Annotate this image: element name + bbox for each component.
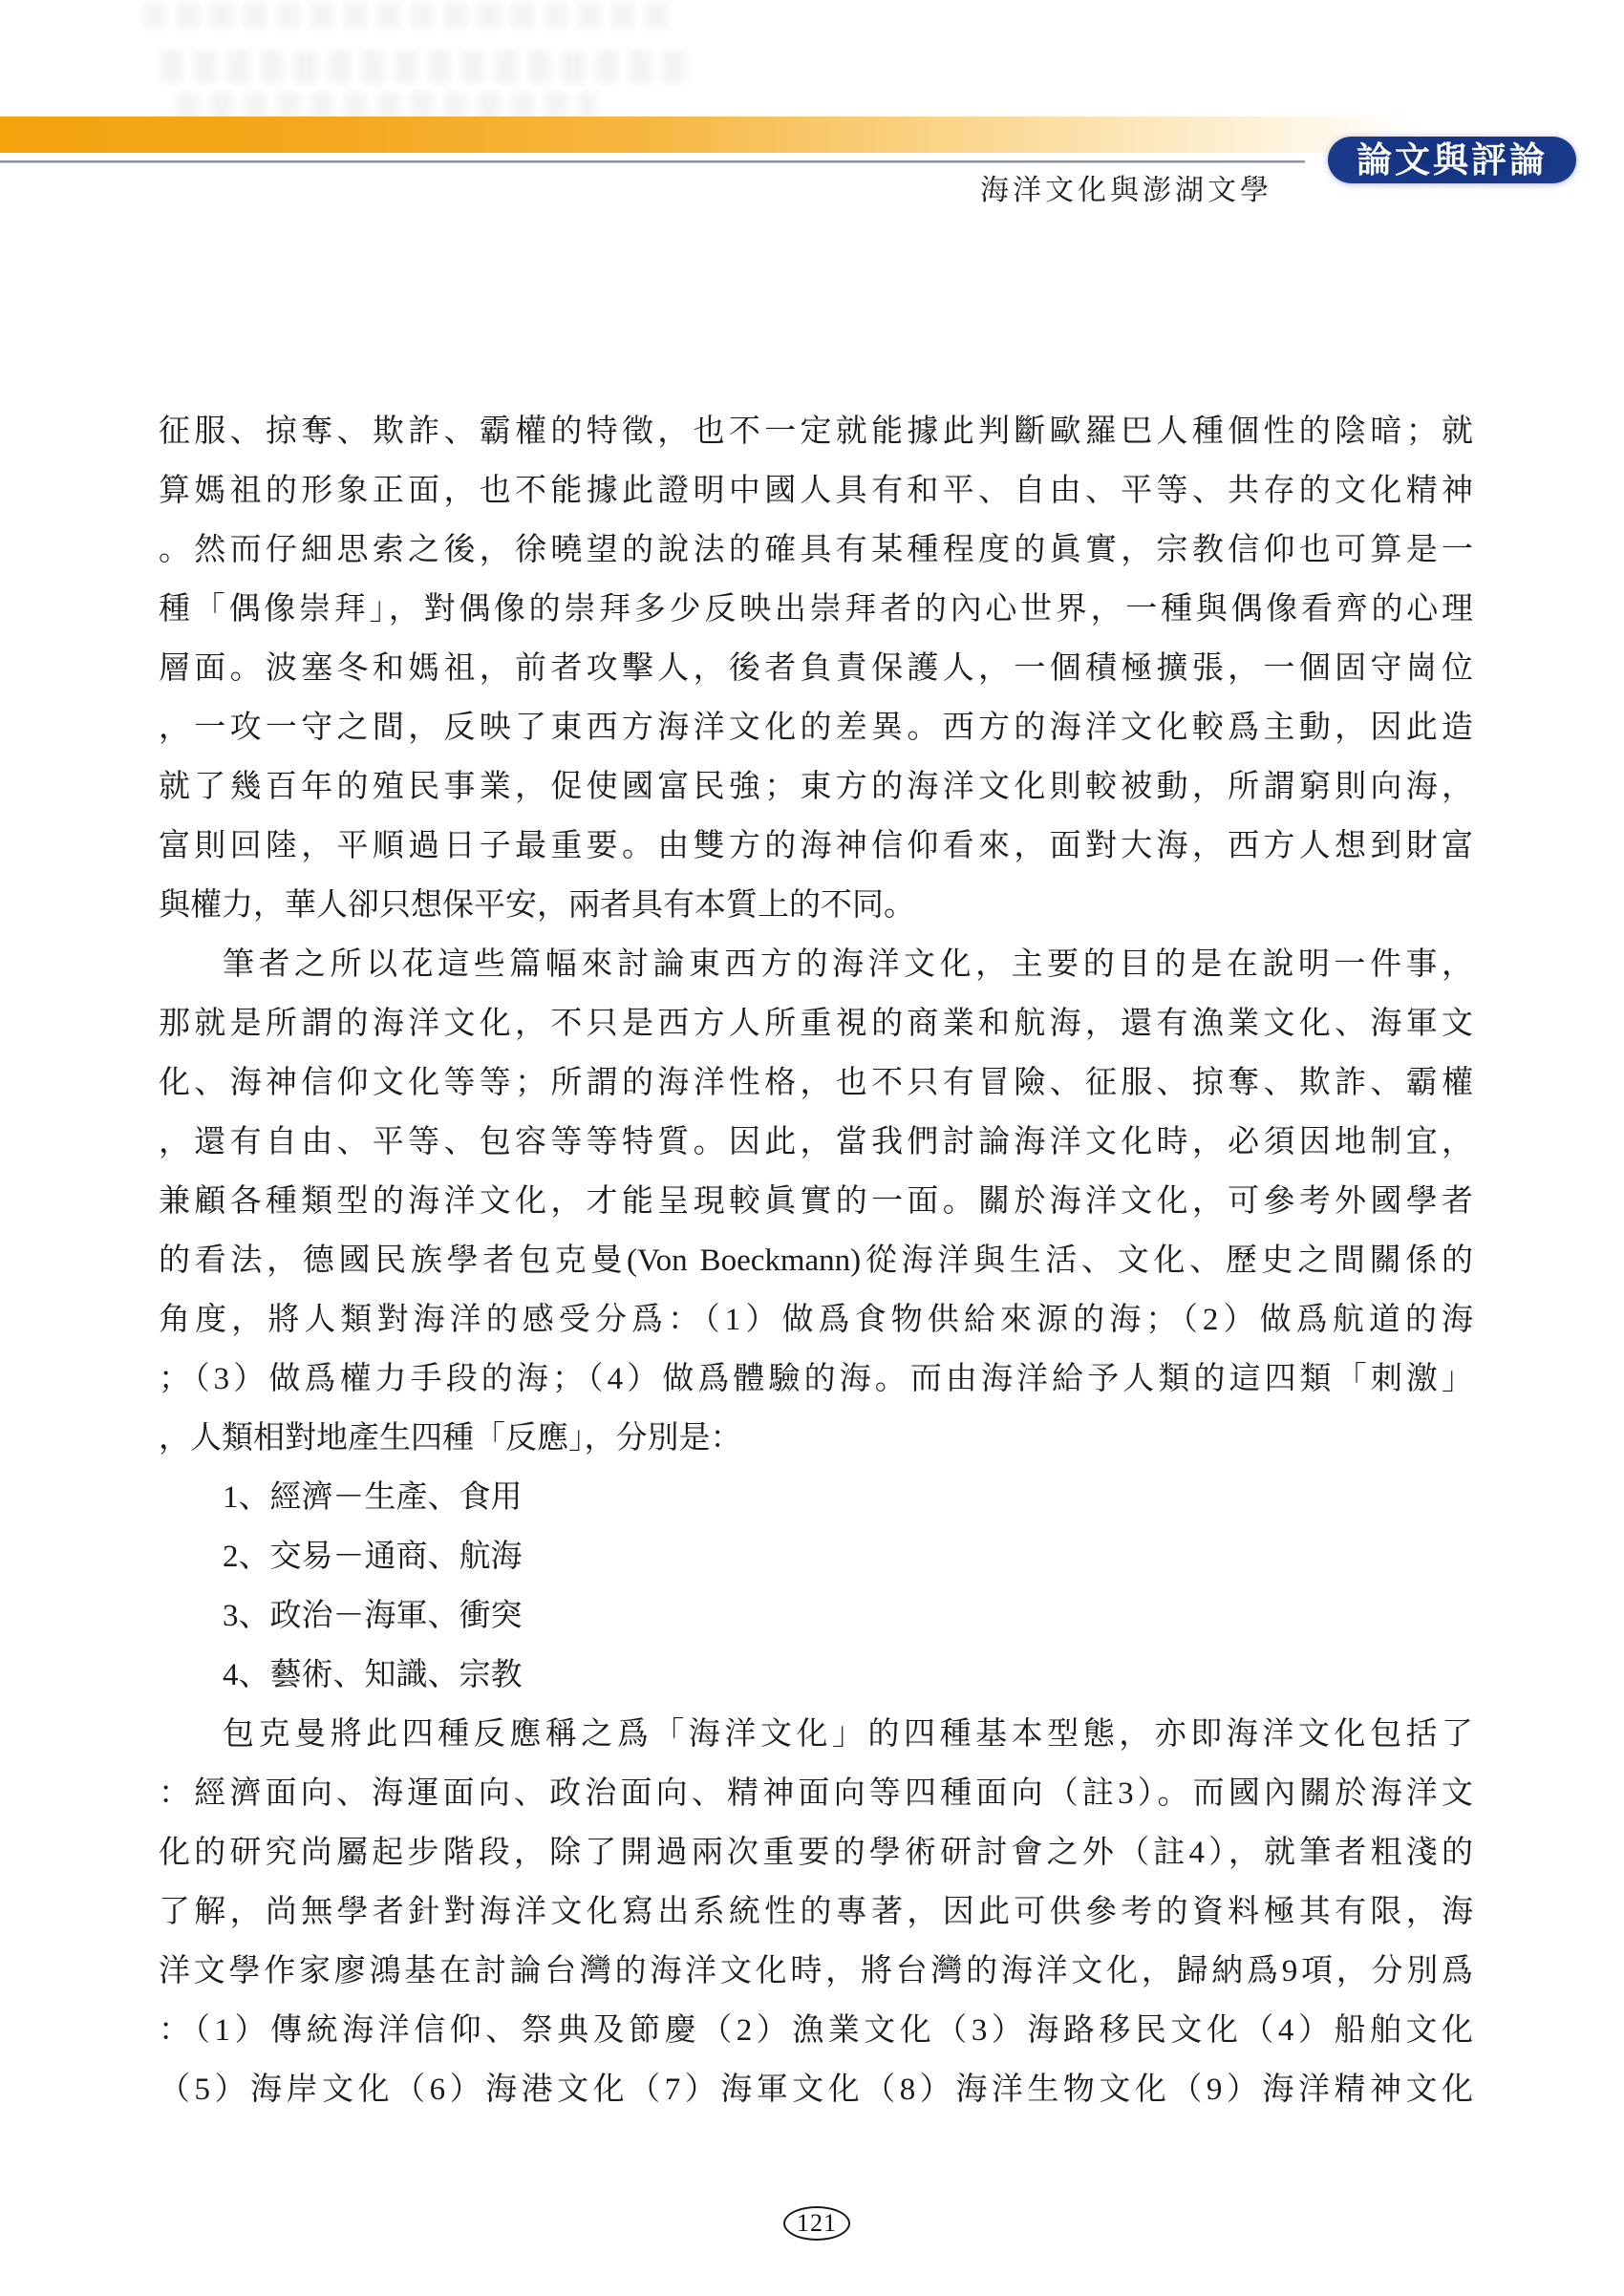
body-line: 兼顧各種類型的海洋文化，才能呈現較眞實的一面。關於海洋文化，可參考外國學者	[159, 1184, 1473, 1219]
body-line: ，人類相對地產生四種「反應」，分別是：	[159, 1421, 742, 1456]
body-line: 種「偶像崇拜」，對偶像的崇拜多少反映出崇拜者的內心世界，一種與偶像看齊的心理	[159, 592, 1473, 627]
body-line: ，一攻一守之間，反映了東西方海洋文化的差異。西方的海洋文化較爲主動，因此造	[159, 711, 1473, 745]
body-line: （5）海岸文化（6）海港文化（7）海軍文化（8）海洋生物文化（9）海洋精神文化	[159, 2073, 1473, 2107]
page-number-badge	[783, 2206, 850, 2241]
body-line: 2、交易－通商、航海	[223, 1540, 523, 1574]
body-line: 包克曼將此四種反應稱之爲「海洋文化」的四種基本型態，亦即海洋文化包括了	[223, 1717, 1473, 1752]
body-line: 的看法，德國民族學者包克曼(Von Boeckmann)從海洋與生活、文化、歷史之間關係的	[159, 1244, 1473, 1278]
body-line: ，還有自由、平等、包容等等特質。因此，當我們討論海洋文化時，必須因地制宜，	[159, 1125, 1473, 1159]
body-line: 角度，將人類對海洋的感受分爲：（1）做爲食物供給來源的海；（2）做爲航道的海	[159, 1303, 1473, 1337]
running-head-title: 海洋文化與澎湖文學	[980, 175, 1272, 206]
showthrough-text-row	[160, 50, 691, 84]
body-line: ：（1）傳統海洋信仰、祭典及節慶（2）漁業文化（3）海路移民文化（4）船舶文化	[159, 2013, 1473, 2048]
body-line: 。然而仔細思索之後，徐曉望的說法的確具有某種程度的眞實，宗教信仰也可算是一	[159, 533, 1473, 567]
section-badge-label: 論文與評論	[1357, 140, 1548, 180]
body-line: 了解，尚無學者針對海洋文化寫出系統性的專著，因此可供參考的資料極其有限，海	[159, 1895, 1473, 1929]
showthrough-text-row	[143, 2, 678, 29]
header-rule	[0, 160, 1305, 163]
body-line: 與權力，華人卻只想保平安，兩者具有本質上的不同。	[159, 888, 915, 923]
body-line: 征服、掠奪、欺詐、霸權的特徵，也不一定就能據此判斷歐羅巴人種個性的陰暗；就	[159, 415, 1473, 449]
section-badge	[1328, 137, 1576, 183]
body-line: 1、經濟－生產、食用	[223, 1480, 523, 1515]
body-line: ：經濟面向、海運面向、政治面向、精神面向等四種面向（註3）。而國內關於海洋文	[159, 1776, 1473, 1811]
page-number: 121	[797, 2209, 837, 2237]
body-line: 富則回陸，平順過日子最重要。由雙方的海神信仰看來，面對大海，西方人想到財富	[159, 829, 1473, 863]
body-line: 算媽祖的形象正面，也不能據此證明中國人具有和平、自由、平等、共存的文化精神	[159, 474, 1473, 508]
body-line: 3、政治－海軍、衝突	[223, 1599, 523, 1633]
body-line: 那就是所謂的海洋文化，不只是西方人所重視的商業和航海，還有漁業文化、海軍文	[159, 1007, 1473, 1041]
body-line: 化、海神信仰文化等等；所謂的海洋性格，也不只有冒險、征服、掠奪、欺詐、霸權	[159, 1066, 1473, 1100]
body-line: 層面。波塞冬和媽祖，前者攻擊人，後者負責保護人，一個積極擴張，一個固守崗位	[159, 651, 1473, 686]
body-line: 化的研究尚屬起步階段，除了開過兩次重要的學術研討會之外（註4），就筆者粗淺的	[159, 1836, 1473, 1870]
body-line: 筆者之所以花這些篇幅來討論東西方的海洋文化，主要的目的是在說明一件事，	[223, 947, 1473, 982]
article-body	[159, 402, 1473, 2119]
body-line: ；（3）做爲權力手段的海；（4）做爲體驗的海。而由海洋給予人類的這四類「刺激」	[159, 1362, 1473, 1396]
body-line: 洋文學作家廖鴻基在討論台灣的海洋文化時，將台灣的海洋文化，歸納爲9項，分別爲	[159, 1954, 1473, 1988]
body-line: 4、藝術、知識、宗教	[223, 1658, 523, 1692]
body-line: 就了幾百年的殖民事業，促使國富民強；東方的海洋文化則較被動，所謂窮則向海，	[159, 770, 1473, 804]
